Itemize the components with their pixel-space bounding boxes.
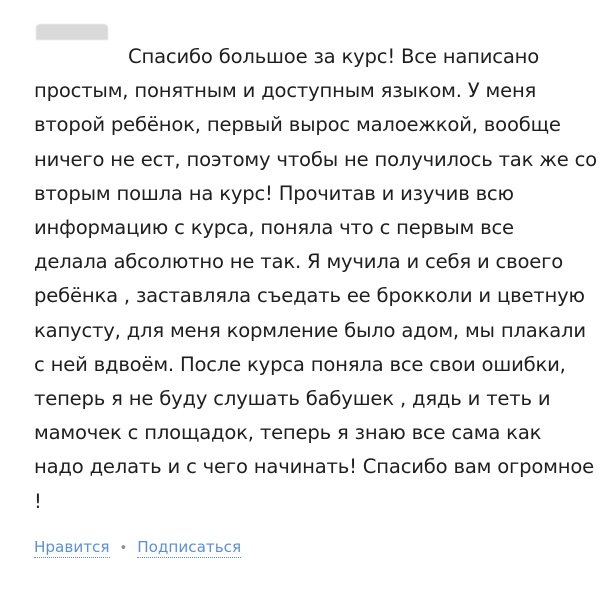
comment-line: с ней вдвоём. После курса поняла все свои ошибки, (34, 352, 566, 376)
comment-line: капусту, для меня кормление было адом, мы плакали (34, 318, 586, 342)
comment-line: Спасибо большое за курс! Все написано (128, 45, 540, 68)
subscribe-link[interactable]: Подписаться (137, 538, 242, 556)
comment-text (34, 40, 597, 519)
comment-line: ребёнка , заставляла съедать ее брокколи и цветную (34, 284, 585, 308)
comment-line: теперь я не буду слушать бабушек , дядь и теть и (34, 387, 551, 411)
comment-line: ничего не ест, поэтому чтобы не получилось так же со (34, 147, 597, 171)
comment-line: мамочек с площадок, теперь я знаю все сама как (34, 421, 542, 445)
like-link[interactable]: Нравится (34, 538, 110, 556)
comment-actions (34, 538, 241, 558)
comment-line: делала абсолютно не так. Я мучила и себя и своего (34, 250, 563, 274)
comment-line: надо делать и с чего начинать! Спасибо вам огромное (34, 455, 595, 479)
separator-dot: • (119, 540, 128, 556)
avatar (36, 24, 108, 40)
comment-line: второй ребёнок, первый вырос малоежкой, вообще (34, 113, 561, 137)
comment-line: информацию с курса, поняла что с первым все (34, 216, 514, 240)
comment-line: вторым пошла на курс! Прочитав и изучив всю (34, 181, 514, 205)
comment-line: простым, понятным и доступным языком. У меня (34, 79, 537, 103)
comment-line: ! (34, 489, 42, 513)
